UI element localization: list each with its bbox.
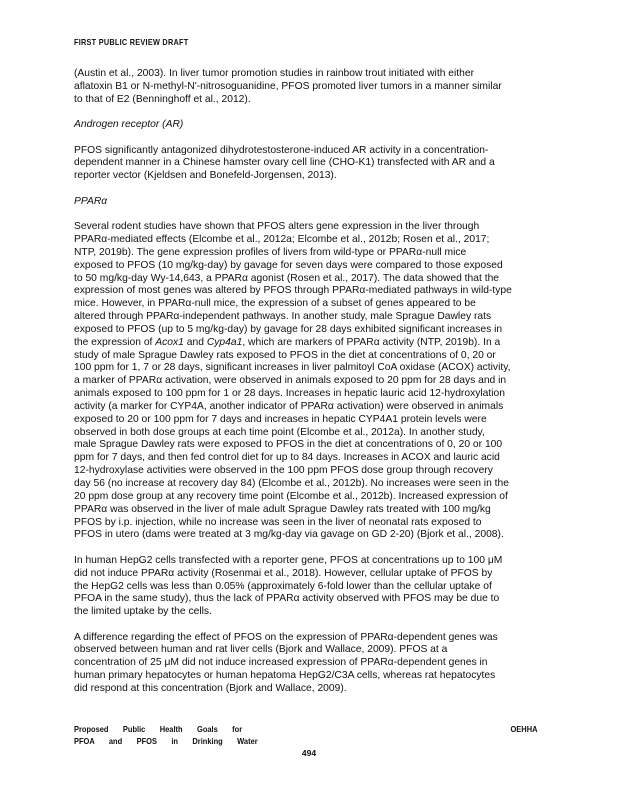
gene-name: Acox1 <box>155 336 184 348</box>
text-line: exposed to PFOS (up to 5 mg/kg-day) by gavage for 28 days exhibited significant increases in <box>74 323 503 335</box>
text-line: ppm for 7 days, and then fed control diet for up to 84 days. Increases in ACOX and lauric acid <box>74 452 500 464</box>
document-body <box>74 68 550 696</box>
paragraph-hepg2 <box>74 555 550 619</box>
gene-name: Cyp4a1 <box>206 336 243 348</box>
text-line: PFOS in utero (dams were treated at 3 mg/kg-day via gavage on GD 2-20) (Bjork et al., 2008). <box>74 529 504 541</box>
text-line: observed between human and rat liver cells (Bjork and Wallace, 2009). PFOS at a <box>74 644 448 656</box>
text-line: expression of most genes was altered by PFOS through PPARα-mediated pathways in wild-type <box>74 285 512 297</box>
text-line: to 50 mg/kg-day Wy-14,643, a PPARα agonist (Rosen et al., 2017). The data showed that the <box>74 272 500 284</box>
text-line: A difference regarding the effect of PFOS on the expression of PPARα-dependent genes was <box>74 631 498 643</box>
footer-title-line-2: PFOA and PFOS in Drinking Water <box>74 736 258 746</box>
text-line: the HepG2 cells was less than 0.05% (approximately 6-fold lower than the cellular uptake of <box>74 580 492 592</box>
text-line: dependent manner in a Chinese hamster ovary cell line (CHO-K1) transfected with AR and a <box>74 157 495 169</box>
text-line: mice. However, in PPARα-null mice, the expression of a subset of genes appeared to be <box>74 298 476 310</box>
text-line: PFOS significantly antagonized dihydrotestosterone-induced AR activity in a concentration- <box>74 144 489 156</box>
text-line: PPARα-mediated effects (Elcombe et al., 2012a; Elcombe et al., 2012b; Rosen et al., 2017; <box>74 233 490 245</box>
text-line: exposed to PFOS (10 mg/kg-day) by gavage for seven days were compared to those exposed <box>74 259 503 271</box>
text-line: human primary hepatocytes or human hepatoma HepG2/C3A cells, whereas rat hepatocytes <box>74 670 496 682</box>
text-line: a marker of PPARα activation, were observed in animals exposed to 20 ppm for 28 days and in <box>74 375 507 387</box>
text-line: PFOS by i.p. injection, while no increase was seen in the liver of neonatal rats exposed to <box>74 516 482 528</box>
paragraph-rodent-studies <box>74 221 550 542</box>
text-line: day 56 (no increase at recovery day 84) (Elcombe et al., 2012b). No increases were seen in the <box>74 478 509 489</box>
text-line: 12-hydroxylase activities were observed in the 100 ppm PFOS dose group through recovery <box>74 465 493 477</box>
text-line: reporter vector (Kjeldsen and Bonefeld-Jorgensen, 2013). <box>74 170 337 182</box>
text-line: 20 ppm dose group at any recovery time point (Elcombe et al., 2012b). Increased expression of <box>74 490 508 502</box>
draft-header: FIRST PUBLIC REVIEW DRAFT <box>74 37 189 47</box>
text-line: Several rodent studies have shown that PFOS alters gene expression in the liver through <box>74 221 480 233</box>
footer-title-line-1: Proposed Public Health Goals for <box>74 724 243 734</box>
text-line: aflatoxin B1 or N-methyl-N'-nitrosoguanidine, PFOS promoted liver tumors in a manner similar <box>74 80 502 92</box>
text-line: exposed to 20 or 100 ppm for 7 days and increases in hepatic CYP4A1 protein levels were <box>74 413 487 425</box>
text-line: observed in both dose groups at each time point (Elcombe et al., 2012a). In another study, <box>74 426 485 438</box>
paragraph-trout-tumor <box>74 68 550 107</box>
text-line: did not induce PPARα activity (Rosenmai et al., 2018). However, cellular uptake of PFOS by <box>74 567 493 579</box>
text-line: did respond at this concentration (Bjork and Wallace, 2009). <box>74 683 347 694</box>
text-line: (Austin et al., 2003). In liver tumor promotion studies in rainbow trout initiated with either <box>74 68 475 79</box>
section-heading-ppar: PPARα <box>74 195 108 207</box>
page-number: 494 <box>301 748 317 758</box>
text-line: study of male Sprague Dawley rats exposed to PFOS in the diet at concentrations of 0, 20 or <box>74 349 496 361</box>
text-line: the expression of Acox1 and Cyp4a1, which are markers of PPARα activity (NTP, 2019b). In a <box>74 336 501 348</box>
footer-agency: OEHHA <box>510 724 538 734</box>
text-line: the limited uptake by the cells. <box>74 606 212 618</box>
text-line: activity (a marker for CYP4A, another indicator of PPARα activation) were observed in animals <box>74 400 504 412</box>
text-line: PFOA in the same study), thus the lack of PPARα activity observed with PFOS may be due to <box>74 593 500 605</box>
footer-document-title <box>74 723 258 747</box>
text-line: 100 ppm for 1, 7 or 28 days, significant increases in liver palmitoyl CoA oxidase (ACOX) activity, <box>74 362 511 374</box>
section-heading-androgen: Androgen receptor (AR) <box>74 119 184 131</box>
text-line: to that of E2 (Benninghoff et al., 2012). <box>74 93 251 105</box>
paragraph-species-difference <box>74 632 550 696</box>
text-line: In human HepG2 cells transfected with a reporter gene, PFOS at concentrations up to 100 μM <box>74 554 503 566</box>
text-line: concentration of 25 μM did not induce increased expression of PPARα-dependent genes in <box>74 657 488 669</box>
text-line: animals exposed to 100 ppm for 1 or 28 days. Increases in hepatic lauric acid 12-hydroxylation <box>74 388 505 400</box>
text-line: PPARα was observed in the liver of male adult Sprague Dawley rats treated with 100 mg/kg <box>74 503 491 515</box>
text-line: altered through PPARα-independent pathways. In another study, male Sprague Dawley rats <box>74 311 492 323</box>
text-line: NTP, 2019b). The gene expression profiles of livers from wild-type or PPARα-null mice <box>74 246 467 258</box>
text-line: male Sprague Dawley rats were exposed to PFOS in the diet at concentrations of 0, 20 or 100 <box>74 439 503 451</box>
paragraph-androgen <box>74 145 550 184</box>
